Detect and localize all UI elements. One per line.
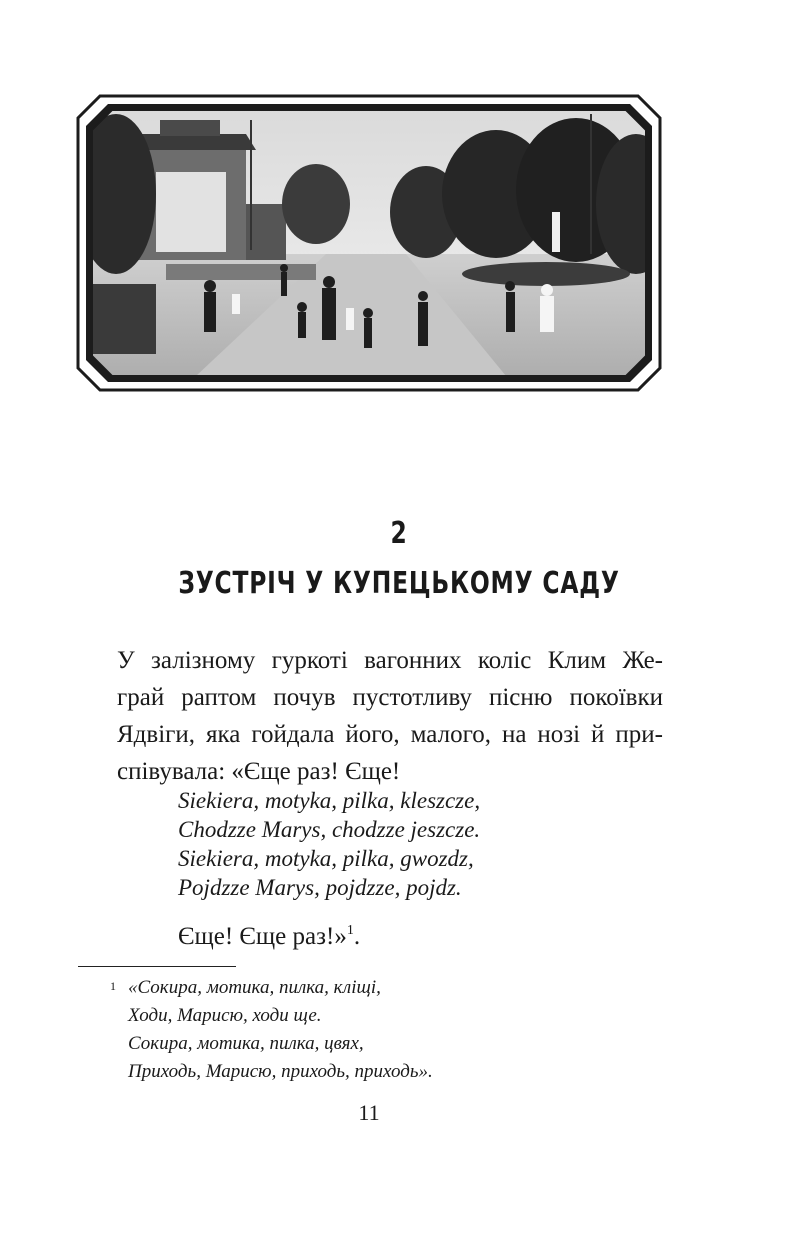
footnote-divider (78, 966, 236, 967)
poem-quote (178, 786, 480, 902)
body-line: грай раптом почув пустотливу пісню покоївки (117, 684, 663, 711)
footnote-line: Ходи, Марисю, ходи ще. (128, 1005, 322, 1026)
poem-line: Chodzze Marys, chodzze jeszcze. (178, 817, 481, 842)
chapter-number: 2 (390, 516, 408, 551)
poem-line: Siekiera, motyka, pilka, gwozdz, (178, 846, 474, 871)
footnote-line: «Сокира, мотика, пилка, кліщі, (128, 977, 381, 998)
poem-line: Pojdzze Marys, pojdzze, pojdz. (178, 875, 462, 900)
chapter-illustration (76, 94, 662, 392)
poem-line: Siekiera, motyka, pilka, kleszcze, (178, 788, 481, 813)
body-line: У залізному гуркоті вагонних коліс Клим Же- (117, 647, 663, 674)
footnote-marker: 1 (110, 979, 116, 993)
body-line: співувала: «Єще раз! Єще! (117, 758, 401, 785)
vintage-photo-park-scene-icon (76, 94, 662, 392)
closing-line (178, 918, 360, 955)
closing-text: Єще! Єще раз!» (178, 923, 347, 950)
footnote-reference: 1 (346, 923, 354, 938)
closing-period: . (353, 923, 361, 950)
footnote-line: Сокира, мотика, пилка, цвях, (128, 1033, 364, 1054)
body-line: Ядвіги, яка гойдала його, малого, на нозі й при- (117, 721, 663, 748)
page-number: 11 (358, 1100, 380, 1125)
footnote-line: Приходь, Марисю, приходь, приходь». (128, 1061, 433, 1082)
chapter-title: ЗУСТРІЧ У КУПЕЦЬКОМУ САДУ (178, 566, 620, 601)
body-paragraph (117, 642, 663, 790)
